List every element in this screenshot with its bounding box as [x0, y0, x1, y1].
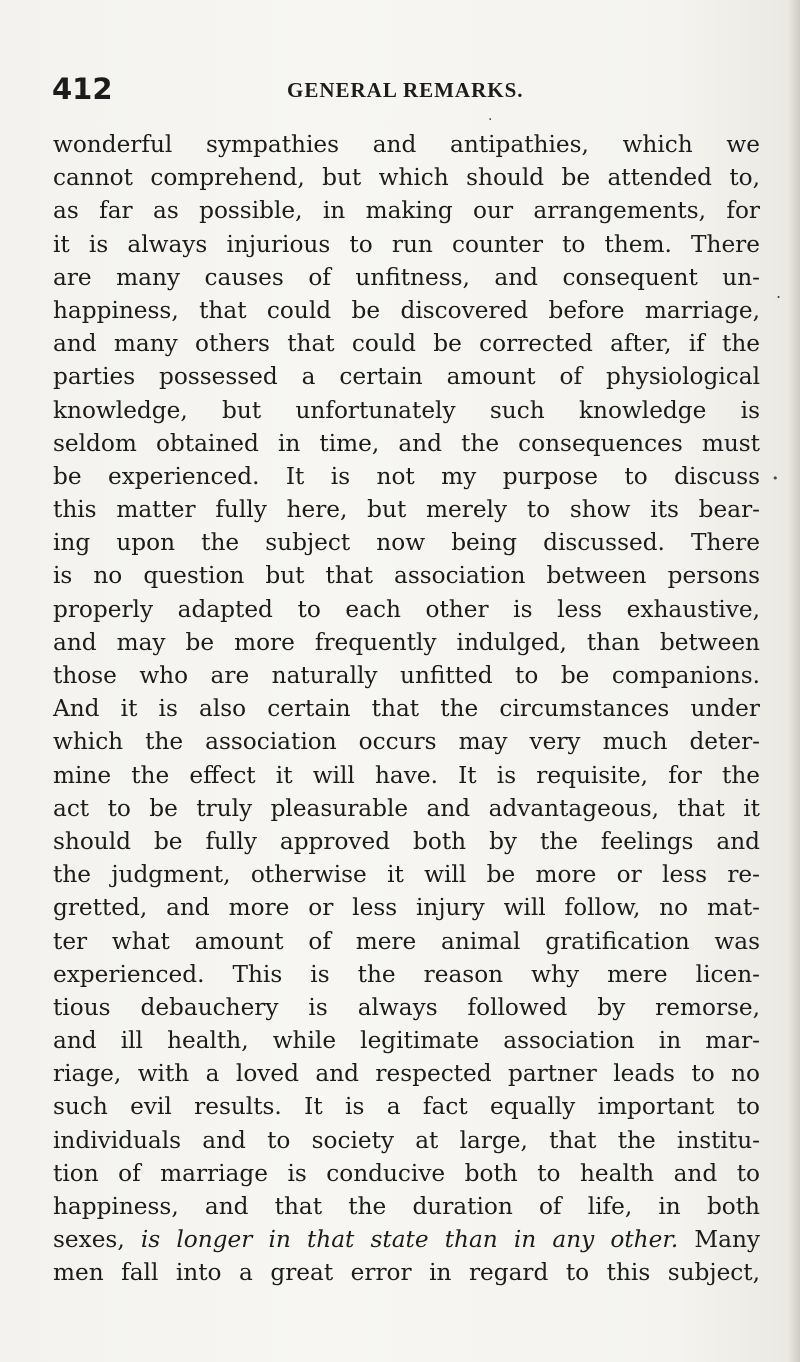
stray-dot: .: [776, 283, 782, 302]
page-header: [52, 72, 752, 112]
text-line: happiness, that could be discovered before marriage,: [53, 296, 760, 324]
text-line: and many others that could be corrected after, if the: [53, 330, 760, 358]
text-line: gretted, and more or less injury will follow, no mat-: [53, 894, 760, 922]
text-line: be experienced. It is not my purpose to discuss: [53, 462, 760, 490]
italic-emphasis: is longer in that state than in any other.: [140, 1226, 679, 1254]
stray-dot: ·: [488, 112, 493, 128]
text-line: tion of marriage is conducive both to health and to: [53, 1159, 760, 1187]
text-line: those who are naturally unfitted to be companions.: [53, 662, 760, 689]
text-line: and ill health, while legitimate association in mar-: [53, 1027, 760, 1055]
text-line: parties possessed a certain amount of physiological: [53, 363, 760, 391]
text-line: is no question but that association between persons: [53, 562, 760, 590]
text-line: individuals and to society at large, that the institu-: [53, 1126, 760, 1154]
text-line: and may be more frequently indulged, than between: [53, 628, 760, 656]
text-line: which the association occurs may very much deter-: [53, 728, 760, 756]
text-line: wonderful sympathies and antipathies, which we: [53, 131, 760, 158]
text-line: happiness, and that the duration of life, in both: [53, 1193, 760, 1220]
page-edge-shadow: [788, 0, 800, 1362]
text-line: men fall into a great error in regard to this subject,: [53, 1259, 760, 1287]
text-line: such evil results. It is a fact equally important to: [53, 1093, 760, 1121]
text-line: properly adapted to each other is less exhaustive,: [53, 595, 760, 623]
text-line: tious debauchery is always followed by remorse,: [53, 993, 760, 1021]
text-line: seldom obtained in time, and the consequences must: [53, 429, 760, 457]
text-line: are many causes of unfitness, and consequent un-: [53, 263, 760, 291]
text-line: act to be truly pleasurable and advantageous, that it: [53, 794, 760, 822]
text-line: knowledge, but unfortunately such knowledge is: [53, 396, 760, 424]
text-line: experienced. This is the reason why mere licen-: [53, 960, 760, 988]
text-run: sexes,: [53, 1226, 141, 1254]
page-number: 412: [52, 72, 113, 106]
running-head: GENERAL REMARKS.: [287, 78, 524, 102]
text-line: should be fully approved both by the feelings and: [53, 827, 760, 855]
text-line: cannot comprehend, but which should be attended to,: [53, 164, 760, 192]
text-line: it is always injurious to run counter to them. There: [53, 230, 760, 258]
text-line: as far as possible, in making our arrangements, for: [53, 197, 760, 225]
text-line: And it is also certain that the circumstances under: [53, 695, 760, 723]
text-line: this matter fully here, but merely to show its bear-: [53, 496, 760, 524]
text-run: Many: [678, 1226, 761, 1254]
text-line-mixed: [53, 1223, 760, 1256]
text-line: mine the effect it will have. It is requisite, for the: [53, 761, 760, 789]
margin-mark: •: [772, 472, 779, 485]
text-line: riage, with a loved and respected partner leads to no: [53, 1060, 760, 1088]
text-line: ing upon the subject now being discussed. There: [53, 529, 760, 557]
text-line: ter what amount of mere animal gratification was: [53, 927, 760, 955]
body-text: [53, 128, 760, 1290]
text-line: the judgment, otherwise it will be more or less re-: [53, 861, 760, 889]
